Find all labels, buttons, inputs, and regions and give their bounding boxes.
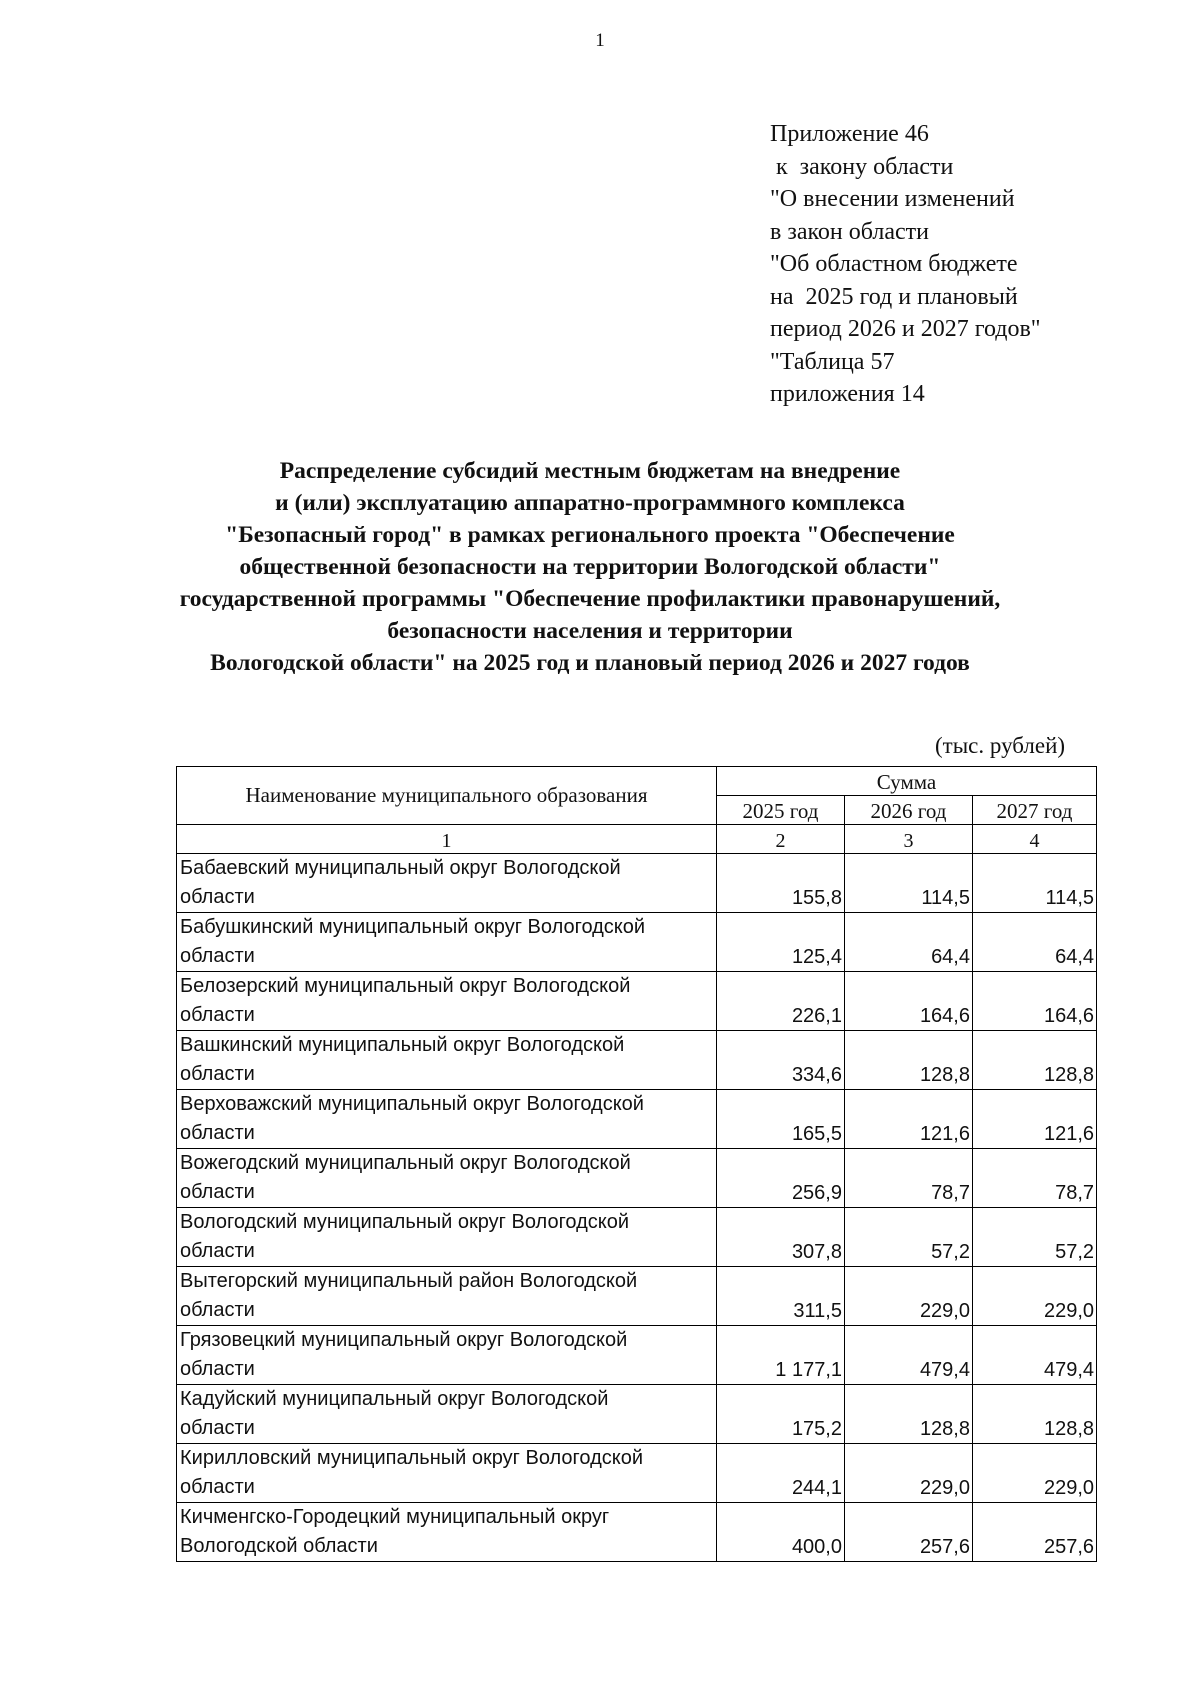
municipality-name-line: Вологодский муниципальный округ Вологодской: [180, 1211, 630, 1233]
header-name: Наименование муниципального образования: [177, 767, 717, 825]
municipality-name-line: Грязовецкий муниципальный округ Вологодской: [180, 1329, 628, 1351]
appendix-line: Приложение 46: [770, 121, 929, 147]
title-line: Вологодской области" на 2025 год и плановый период 2026 и 2027 годов: [210, 650, 970, 676]
amount-2027: 257,6: [973, 1503, 1097, 1562]
appendix-line: "Таблица 57: [770, 348, 895, 375]
title-line: государственной программы "Обеспечение профилактики правонарушений,: [179, 586, 1001, 612]
units-label: (тыс. рублей): [935, 733, 1066, 758]
amount-2027: 164,6: [973, 972, 1097, 1031]
municipality-name-line: Верховажский муниципальный округ Вологодской: [180, 1093, 644, 1115]
municipality-name-line: области: [180, 1122, 255, 1144]
municipality-name: [177, 854, 717, 913]
amount-2025: 311,5: [717, 1267, 845, 1326]
header-year: 2025 год: [717, 796, 845, 825]
amount-2026: 121,6: [845, 1090, 973, 1149]
municipality-name: [177, 1503, 717, 1562]
municipality-name: [177, 1090, 717, 1149]
amount-2025: 400,0: [717, 1503, 845, 1562]
amount-2025: 244,1: [717, 1444, 845, 1503]
municipality-name-line: области: [180, 1181, 255, 1203]
appendix-line: "Об областном бюджете: [770, 251, 1018, 277]
amount-2025: 307,8: [717, 1208, 845, 1267]
table-row: [177, 1503, 1097, 1562]
amount-2025: 155,8: [717, 854, 845, 913]
municipality-name: [177, 1031, 717, 1090]
title-line: "Безопасный город" в рамках регионального проекта "Обеспечение: [225, 522, 955, 548]
municipality-name-line: Белозерский муниципальный округ Вологодской: [180, 975, 631, 997]
municipality-name: [177, 1208, 717, 1267]
amount-2025: 125,4: [717, 913, 845, 972]
amount-2026: 479,4: [845, 1326, 973, 1385]
municipality-name: [177, 1444, 717, 1503]
municipality-name: [177, 1385, 717, 1444]
municipality-name: [177, 972, 717, 1031]
table-row: [177, 1385, 1097, 1444]
municipality-name-line: Вытегорский муниципальный район Вологодской: [180, 1270, 638, 1292]
table-row: [177, 1444, 1097, 1503]
amount-2025: 256,9: [717, 1149, 845, 1208]
amount-2026: 128,8: [845, 1031, 973, 1090]
column-number: 3: [845, 825, 973, 854]
amount-2027: 57,2: [973, 1208, 1097, 1267]
header-year: 2027 год: [973, 796, 1097, 825]
municipality-name-line: области: [180, 1299, 255, 1321]
appendix-line: к закону области: [770, 153, 954, 180]
amount-2026: 164,6: [845, 972, 973, 1031]
table-row: [177, 1208, 1097, 1267]
page-number: 1: [595, 30, 605, 51]
amount-2026: 229,0: [845, 1267, 973, 1326]
table-row: [177, 854, 1097, 913]
municipality-name-line: Бабушкинский муниципальный округ Вологодской: [180, 916, 646, 938]
appendix-line: период 2026 и 2027 годов": [770, 316, 1041, 342]
amount-2027: 64,4: [973, 913, 1097, 972]
municipality-name-line: Кичменгско-Городецкий муниципальный округ: [180, 1506, 610, 1528]
appendix-line: "О внесении изменений: [770, 186, 1015, 212]
amount-2027: 229,0: [973, 1444, 1097, 1503]
title-line: безопасности населения и территории: [387, 618, 793, 644]
amount-2027: 128,8: [973, 1031, 1097, 1090]
amount-2025: 175,2: [717, 1385, 845, 1444]
municipality-name-line: Вологодской области: [180, 1535, 378, 1557]
municipality-name-line: Бабаевский муниципальный округ Вологодской: [180, 857, 621, 879]
column-number: 1: [177, 825, 717, 854]
municipality-name-line: Вожегодский муниципальный округ Вологодской: [180, 1152, 631, 1174]
amount-2027: 114,5: [973, 854, 1097, 913]
amount-2026: 229,0: [845, 1444, 973, 1503]
municipality-name: [177, 1326, 717, 1385]
subsidy-table: [176, 766, 1097, 1562]
municipality-name-line: Кадуйский муниципальный округ Вологодской: [180, 1388, 609, 1410]
municipality-name-line: Вашкинский муниципальный округ Вологодской: [180, 1034, 625, 1056]
amount-2025: 165,5: [717, 1090, 845, 1149]
amount-2027: 479,4: [973, 1326, 1097, 1385]
amount-2027: 78,7: [973, 1149, 1097, 1208]
column-number: 2: [717, 825, 845, 854]
amount-2025: 334,6: [717, 1031, 845, 1090]
municipality-name-line: области: [180, 1063, 255, 1085]
document-title: [150, 455, 1030, 679]
municipality-name-line: области: [180, 945, 255, 967]
municipality-name-line: Кирилловский муниципальный округ Вологодской: [180, 1447, 644, 1469]
amount-2026: 257,6: [845, 1503, 973, 1562]
municipality-name-line: области: [180, 886, 255, 908]
amount-2025: 226,1: [717, 972, 845, 1031]
municipality-name-line: области: [180, 1476, 255, 1498]
amount-2026: 78,7: [845, 1149, 973, 1208]
amount-2026: 57,2: [845, 1208, 973, 1267]
header-year: 2026 год: [845, 796, 973, 825]
table-row: [177, 1326, 1097, 1385]
table-row: [177, 1267, 1097, 1326]
amount-2027: 229,0: [973, 1267, 1097, 1326]
amount-2026: 128,8: [845, 1385, 973, 1444]
amount-2026: 114,5: [845, 854, 973, 913]
table-row: [177, 1090, 1097, 1149]
municipality-name-line: области: [180, 1240, 255, 1262]
municipality-name-line: области: [180, 1417, 255, 1439]
amount-2026: 64,4: [845, 913, 973, 972]
appendix-line: в закон области: [770, 218, 929, 245]
table-row: [177, 1031, 1097, 1090]
amount-2025: 1 177,1: [717, 1326, 845, 1385]
table-row: [177, 913, 1097, 972]
amount-2027: 128,8: [973, 1385, 1097, 1444]
header-row: [177, 767, 1097, 796]
header-sum: Сумма: [717, 767, 1097, 796]
municipality-name: [177, 1149, 717, 1208]
municipality-name-line: области: [180, 1004, 255, 1026]
title-line: и (или) эксплуатацию аппаратно-программного комплекса: [275, 490, 905, 516]
amount-2027: 121,6: [973, 1090, 1097, 1149]
municipality-name: [177, 1267, 717, 1326]
appendix-reference: [770, 118, 1041, 411]
title-line: Распределение субсидий местным бюджетам на внедрение: [279, 458, 901, 484]
appendix-line: на 2025 год и плановый: [770, 283, 1018, 310]
appendix-line: приложения 14: [770, 381, 925, 407]
title-line: общественной безопасности на территории Вологодской области": [239, 554, 941, 580]
column-number-row: [177, 825, 1097, 854]
municipality-name: [177, 913, 717, 972]
table-row: [177, 1149, 1097, 1208]
column-number: 4: [973, 825, 1097, 854]
table-row: [177, 972, 1097, 1031]
municipality-name-line: области: [180, 1358, 255, 1380]
